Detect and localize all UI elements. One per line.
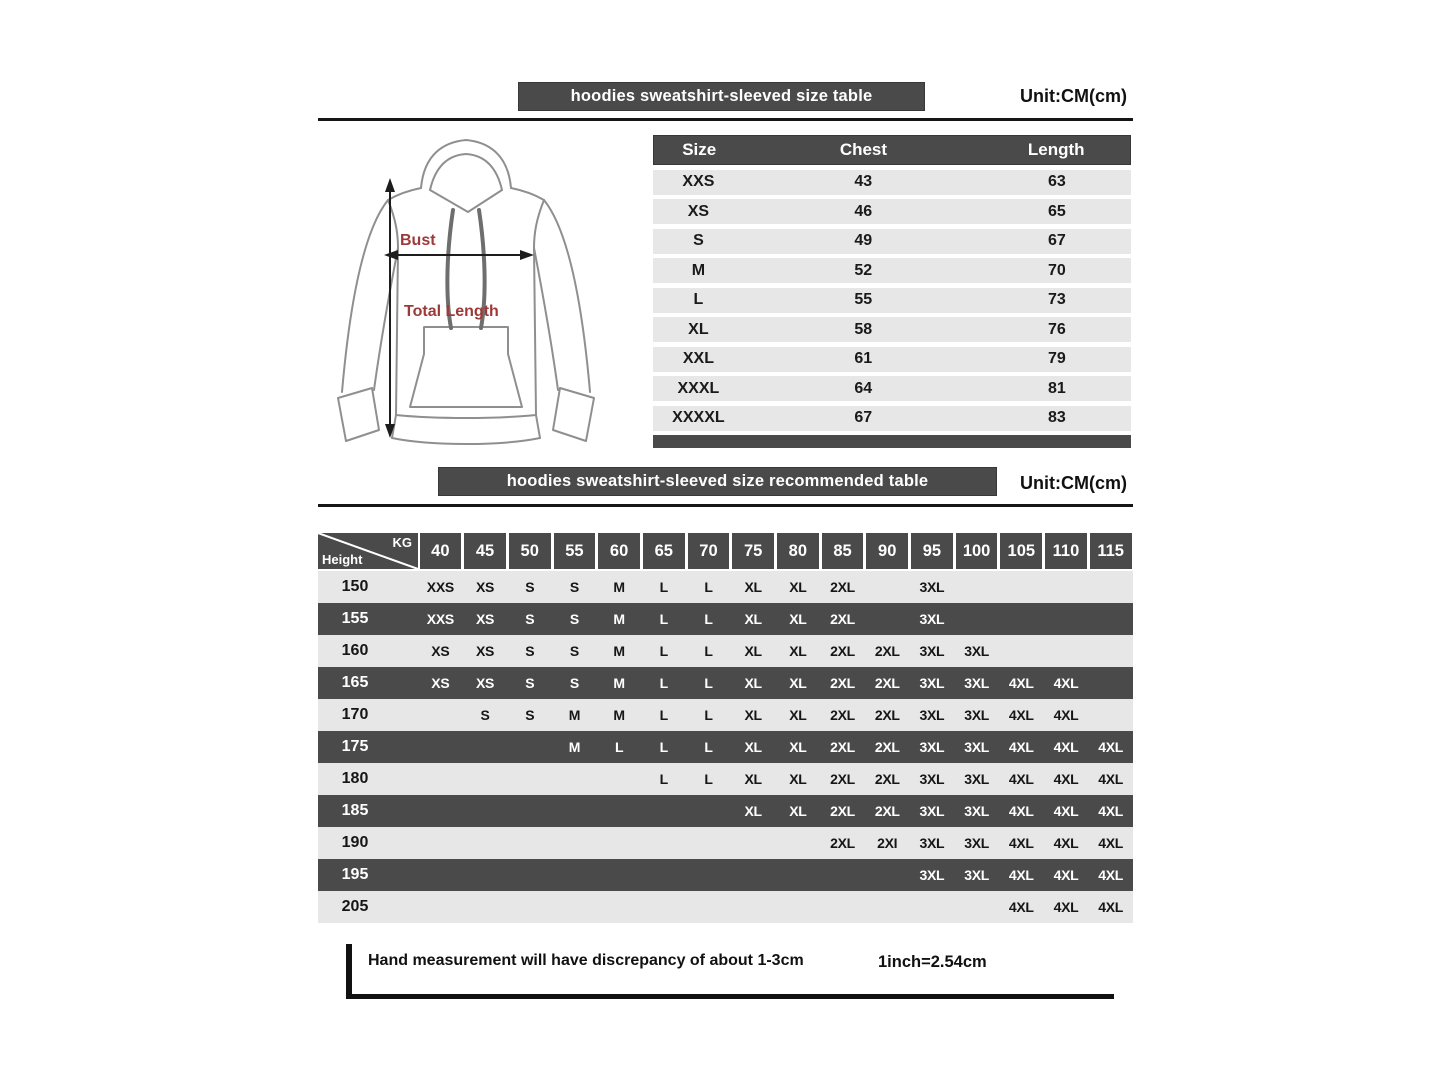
weight-column-header: 100: [956, 533, 998, 569]
total-length-label: Total Length: [404, 303, 499, 320]
recommended-size-cell: S: [480, 707, 490, 723]
recommended-size-cell: 4XL: [1098, 899, 1124, 915]
recommended-size-cell: XL: [789, 643, 807, 659]
recommended-size-cell: S: [569, 675, 579, 691]
recommended-size-cell: M: [613, 611, 625, 627]
column-header-length: Length: [1027, 140, 1085, 159]
length-cell: 76: [1048, 320, 1066, 338]
recommended-size-cell: 2XI: [877, 835, 898, 851]
size-table-row: [653, 170, 1131, 195]
height-label: 150: [341, 578, 369, 595]
recommended-size-cell: S: [525, 675, 535, 691]
length-cell: 81: [1048, 379, 1066, 397]
size-table-row: [653, 199, 1131, 224]
recommended-size-cell: 4XL: [1098, 739, 1124, 755]
recommended-size-cell: 3XL: [919, 579, 945, 595]
recommended-size-cell: 2XL: [874, 643, 900, 659]
recommended-size-cell: 2XL: [874, 707, 900, 723]
recommended-row: [318, 667, 1133, 699]
recommended-size-cell: 2XL: [830, 803, 855, 819]
recommended-size-cell: XL: [789, 611, 807, 627]
recommended-size-cell: 3XL: [919, 739, 945, 755]
recommended-size-cell: 3XL: [919, 835, 945, 851]
recommended-size-cell: 2XL: [874, 803, 900, 819]
recommended-size-cell: 4XL: [1008, 867, 1034, 883]
recommended-size-cell: XL: [744, 771, 762, 787]
recommended-size-cell: 3XL: [919, 643, 945, 659]
height-label: 175: [341, 738, 369, 755]
recommended-size-cell: M: [613, 675, 625, 691]
length-cell: 79: [1048, 350, 1066, 367]
chest-cell: 46: [854, 202, 873, 220]
recommended-size-cell: M: [613, 579, 625, 595]
recommended-size-cell: 2XL: [830, 579, 855, 595]
recommended-size-cell: 3XL: [964, 835, 989, 851]
recommended-row: [318, 731, 1133, 763]
recommended-size-cell: 3XL: [919, 867, 945, 883]
chest-cell: 52: [854, 261, 873, 279]
size-table-title: hoodies sweatshirt-sleeved size table: [570, 87, 873, 105]
length-cell: 73: [1048, 291, 1066, 308]
recommended-size-cell: XXS: [426, 579, 454, 595]
size-table: [653, 135, 1131, 448]
size-cell: S: [693, 232, 704, 249]
recommended-size-cell: M: [568, 739, 581, 755]
recommended-size-cell: M: [613, 643, 625, 659]
recommended-size-cell: XL: [789, 675, 807, 691]
recommended-size-cell: XXS: [426, 611, 454, 627]
recommended-size-cell: 2XL: [830, 611, 855, 627]
corner-height-label: Height: [322, 552, 363, 567]
inch-conversion-note: 1inch=2.54cm: [878, 953, 987, 971]
recommended-size-cell: L: [659, 643, 668, 659]
length-cell: 65: [1048, 202, 1066, 220]
column-header-size: Size: [682, 140, 717, 159]
recommended-row: [318, 795, 1133, 827]
recommended-size-cell: L: [704, 611, 713, 627]
recommended-size-cell: 2XL: [874, 739, 900, 755]
size-cell: XL: [688, 320, 709, 338]
kg-height-corner-cell: [318, 533, 418, 569]
chest-cell: 58: [854, 320, 873, 338]
recommended-size-cell: 4XL: [1053, 675, 1079, 691]
recommended-size-cell: 3XL: [964, 771, 989, 787]
length-cell: 83: [1048, 409, 1066, 426]
recommended-size-cell: S: [525, 579, 535, 595]
length-cell: 63: [1048, 173, 1066, 190]
recommended-size-cell: 2XL: [830, 675, 855, 691]
recommended-size-cell: XL: [744, 643, 762, 659]
footnote-horizontal-bar: [346, 994, 1114, 999]
chest-cell: 49: [854, 232, 873, 249]
recommended-size-cell: S: [525, 643, 535, 659]
recommended-size-cell: S: [569, 643, 579, 659]
weight-column-header: 90: [866, 533, 908, 569]
size-chart-page: [318, 78, 1133, 1028]
size-cell: XXXL: [677, 379, 720, 397]
recommended-size-cell: XL: [744, 611, 762, 627]
recommended-size-cell: 4XL: [1098, 803, 1124, 819]
recommended-size-cell: XL: [744, 675, 762, 691]
footnote-vertical-bar: [346, 944, 352, 999]
recommended-table-title-bar: [438, 467, 997, 496]
chest-cell: 61: [854, 350, 873, 367]
recommended-size-cell: 4XL: [1008, 675, 1034, 691]
recommended-size-cell: L: [659, 579, 668, 595]
size-table-title-bar: [518, 82, 925, 111]
bust-label: Bust: [400, 232, 436, 249]
weight-column-header: 55: [554, 533, 596, 569]
size-cell: XS: [687, 202, 710, 220]
hoodie-measurement-diagram: [326, 130, 606, 450]
hoodie-sketch: [326, 130, 606, 450]
recommended-size-cell: XS: [431, 675, 450, 691]
height-label: 190: [341, 834, 369, 851]
recommended-size-cell: XS: [475, 579, 495, 595]
recommended-size-cell: L: [704, 643, 713, 659]
recommended-size-cell: 4XL: [1053, 899, 1079, 915]
recommended-size-cell: 2XL: [830, 771, 855, 787]
weight-column-header: 85: [822, 533, 864, 569]
column-header-chest: Chest: [839, 140, 888, 159]
chest-cell: 43: [854, 173, 873, 190]
recommended-size-cell: L: [659, 739, 668, 755]
recommended-size-cell: 4XL: [1098, 835, 1124, 851]
recommended-row: [318, 827, 1133, 859]
recommended-size-cell: 4XL: [1053, 707, 1079, 723]
chest-cell: 64: [854, 379, 873, 397]
recommended-size-cell: L: [614, 739, 624, 755]
recommended-row: [318, 699, 1133, 731]
recommended-size-cell: 4XL: [1008, 771, 1034, 787]
recommended-size-cell: S: [569, 611, 579, 627]
recommended-table-title: hoodies sweatshirt-sleeved size recommended table: [506, 472, 929, 490]
recommended-size-cell: 3XL: [919, 611, 945, 627]
recommended-size-cell: 3XL: [964, 867, 989, 883]
recommended-size-cell: M: [613, 707, 625, 723]
height-label: 160: [341, 642, 369, 659]
weight-column-header: 60: [598, 533, 640, 569]
recommended-size-cell: 3XL: [919, 803, 945, 819]
recommended-size-cell: L: [704, 579, 713, 595]
size-cell: XXL: [682, 350, 714, 367]
recommended-size-cell: 3XL: [919, 771, 945, 787]
recommended-size-cell: L: [704, 707, 713, 723]
recommended-size-cell: 3XL: [964, 707, 989, 723]
length-cell: 67: [1048, 232, 1066, 249]
recommended-size-cell: 3XL: [919, 675, 945, 691]
weight-column-header: 45: [464, 533, 506, 569]
weight-column-header: 105: [1000, 533, 1042, 569]
size-cell: XXS: [682, 173, 715, 190]
recommended-size-cell: 3XL: [964, 803, 989, 819]
recommended-size-cell: 4XL: [1053, 803, 1079, 819]
size-table-row: [653, 376, 1131, 401]
divider-line-middle: [318, 504, 1133, 507]
chest-cell: 55: [854, 291, 873, 308]
size-table-body: [653, 170, 1131, 431]
recommended-size-cell: 4XL: [1053, 771, 1079, 787]
unit-label-cm-2: Unit:CM(cm): [1020, 473, 1127, 493]
recommended-size-cell: XL: [744, 739, 762, 755]
recommended-row: [318, 635, 1133, 667]
size-cell: M: [691, 261, 706, 279]
recommended-size-cell: 4XL: [1008, 835, 1034, 851]
weight-column-header: 115: [1090, 533, 1132, 569]
recommended-size-cell: 4XL: [1053, 739, 1079, 755]
size-table-bottom-bar: [653, 435, 1131, 448]
recommended-size-cell: L: [704, 739, 713, 755]
recommended-size-cell: 4XL: [1098, 867, 1124, 883]
recommended-row: [318, 571, 1133, 603]
recommended-size-cell: XL: [789, 739, 807, 755]
weight-column-header: 70: [688, 533, 730, 569]
recommended-row: [318, 763, 1133, 795]
recommended-size-cell: L: [659, 707, 668, 723]
recommended-size-cell: 3XL: [964, 675, 989, 691]
recommended-table-header-row: [318, 533, 1133, 571]
recommended-size-cell: M: [568, 707, 581, 723]
recommended-size-cell: XS: [475, 611, 495, 627]
recommended-size-cell: L: [659, 611, 668, 627]
height-label: 180: [341, 770, 369, 787]
weight-column-header: 75: [732, 533, 774, 569]
recommended-size-cell: 4XL: [1008, 899, 1034, 915]
height-label: 165: [341, 674, 369, 691]
recommended-size-cell: 2XL: [874, 675, 900, 691]
recommended-size-cell: 4XL: [1053, 867, 1079, 883]
height-label: 185: [341, 802, 369, 819]
recommended-size-cell: 4XL: [1008, 707, 1034, 723]
size-table-row: [653, 406, 1131, 431]
recommended-size-cell: XL: [789, 771, 807, 787]
recommended-size-cell: S: [525, 611, 535, 627]
recommended-size-cell: XL: [744, 579, 762, 595]
bust-arrow: [384, 250, 534, 260]
height-label: 155: [341, 610, 369, 627]
size-table-row: [653, 347, 1131, 372]
recommended-size-cell: XS: [431, 643, 450, 659]
recommended-size-table: [318, 533, 1133, 923]
recommended-size-cell: 4XL: [1053, 835, 1079, 851]
size-cell: L: [693, 291, 704, 308]
recommended-size-cell: 2XL: [830, 835, 855, 851]
size-table-row: [653, 317, 1131, 342]
size-cell: XXXXL: [672, 409, 725, 426]
weight-column-header: 110: [1045, 533, 1087, 569]
unit-label-cm-1: Unit:CM(cm): [1020, 86, 1127, 106]
weight-column-header: 80: [777, 533, 819, 569]
recommended-size-cell: 4XL: [1008, 739, 1034, 755]
recommended-size-cell: XL: [789, 707, 807, 723]
recommended-size-cell: XL: [789, 803, 807, 819]
weight-column-header: 65: [643, 533, 685, 569]
recommended-size-cell: XL: [744, 707, 762, 723]
weight-column-header: 50: [509, 533, 551, 569]
recommended-size-cell: 4XL: [1098, 771, 1124, 787]
recommended-size-cell: XS: [475, 643, 495, 659]
recommended-size-cell: L: [704, 675, 713, 691]
recommended-size-cell: L: [659, 675, 668, 691]
chest-cell: 67: [854, 409, 873, 426]
recommended-row: [318, 603, 1133, 635]
weight-column-header: 40: [420, 533, 462, 569]
weight-columns: [418, 533, 1133, 569]
corner-kg-label: KG: [392, 535, 412, 550]
hoodie-outline: [338, 140, 594, 444]
recommended-size-cell: 2XL: [830, 739, 855, 755]
size-table-row: [653, 258, 1131, 283]
size-table-header-row: [653, 135, 1131, 165]
recommended-size-cell: 3XL: [919, 707, 945, 723]
recommended-size-cell: L: [659, 771, 668, 787]
recommended-table-body: [318, 571, 1133, 923]
recommended-size-cell: S: [569, 579, 579, 595]
height-label: 195: [341, 866, 369, 883]
measurement-discrepancy-note: Hand measurement will have discrepancy of about 1-3cm: [368, 952, 804, 969]
size-table-row: [653, 288, 1131, 313]
recommended-size-cell: L: [704, 771, 713, 787]
recommended-size-cell: S: [525, 707, 535, 723]
recommended-size-cell: XL: [789, 579, 807, 595]
recommended-size-cell: 2XL: [830, 707, 855, 723]
height-label: 205: [341, 898, 369, 915]
recommended-size-cell: XS: [475, 675, 495, 691]
weight-column-header: 95: [911, 533, 953, 569]
recommended-size-cell: 2XL: [830, 643, 855, 659]
recommended-row: [318, 891, 1133, 923]
divider-line-top: [318, 118, 1133, 121]
height-label: 170: [341, 706, 369, 723]
recommended-row: [318, 859, 1133, 891]
size-table-row: [653, 229, 1131, 254]
recommended-size-cell: XL: [744, 803, 762, 819]
length-cell: 70: [1048, 261, 1066, 279]
recommended-size-cell: 3XL: [964, 643, 989, 659]
recommended-size-cell: 3XL: [964, 739, 989, 755]
recommended-size-cell: 2XL: [874, 771, 900, 787]
recommended-size-cell: 4XL: [1008, 803, 1034, 819]
